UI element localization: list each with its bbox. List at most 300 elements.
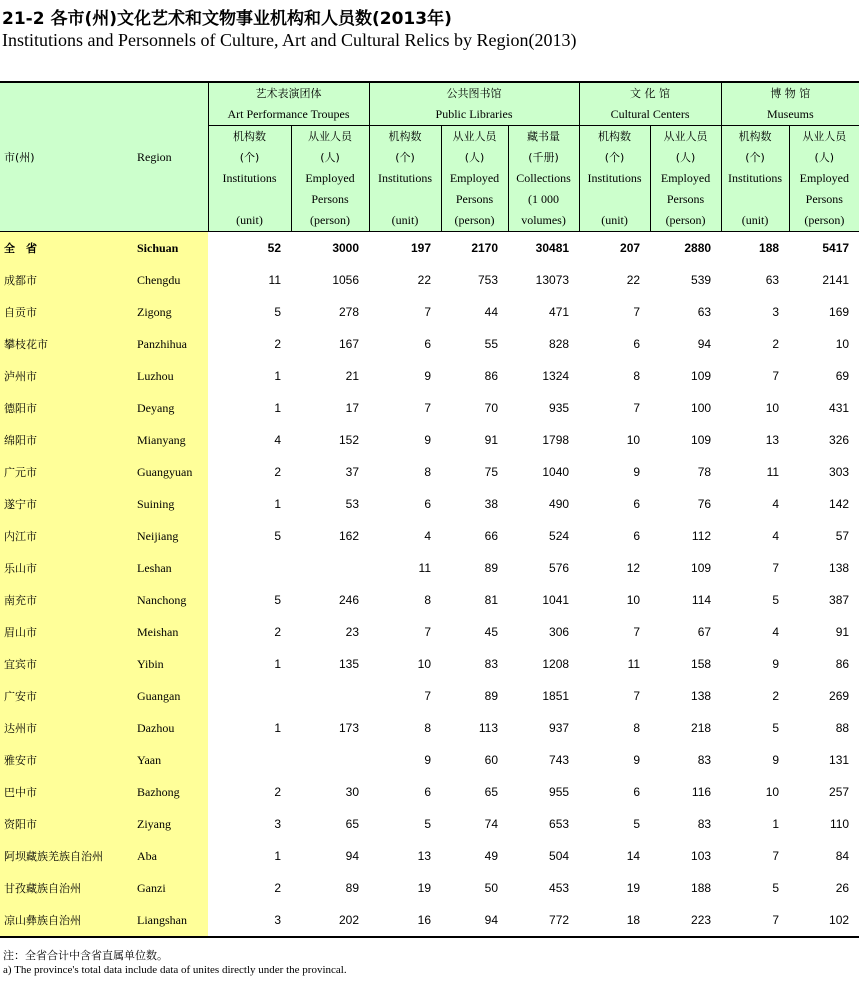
value-cell: 246 bbox=[338, 593, 360, 607]
value-cell: 86 bbox=[484, 369, 499, 383]
region-name-en: Neijiang bbox=[133, 520, 208, 552]
value-cell: 2 bbox=[772, 689, 780, 703]
table-row bbox=[0, 424, 859, 456]
value-cell: 223 bbox=[691, 913, 712, 927]
subheader-line bbox=[580, 189, 650, 210]
group-label-cn: 博 物 馆 bbox=[770, 87, 811, 100]
value-cell: 60 bbox=[484, 753, 499, 767]
value-cell: 63 bbox=[697, 305, 712, 319]
value-cell: 16 bbox=[417, 913, 432, 927]
value-cell: 109 bbox=[691, 433, 712, 447]
subheader-line: (人) bbox=[464, 151, 485, 164]
value-cell: 3 bbox=[772, 305, 780, 319]
subheader-line: (个) bbox=[745, 151, 765, 164]
subheader-line: Employed bbox=[799, 171, 849, 185]
value-cell: 1 bbox=[274, 497, 281, 511]
value-cell: 116 bbox=[691, 785, 712, 799]
value-cell: 431 bbox=[829, 401, 850, 415]
value-cell: 45 bbox=[484, 625, 499, 639]
subheader-line: (person) bbox=[665, 213, 706, 227]
table-row bbox=[0, 840, 859, 872]
value-cell: 1851 bbox=[542, 689, 570, 703]
region-name-cn: 眉山市 bbox=[0, 616, 133, 648]
region-name-cn: 广元市 bbox=[0, 456, 133, 488]
region-name-en: Leshan bbox=[133, 552, 208, 584]
value-cell: 103 bbox=[691, 849, 712, 863]
value-cell: 471 bbox=[549, 305, 570, 319]
subheader-line: (千册) bbox=[528, 151, 559, 164]
value-cell: 13073 bbox=[535, 273, 570, 287]
subheader-line: (人) bbox=[814, 151, 835, 164]
value-cell: 828 bbox=[549, 337, 570, 351]
region-name-cn: 巴中市 bbox=[0, 776, 133, 808]
subheader-line: Institutions bbox=[587, 171, 642, 185]
value-cell: 110 bbox=[829, 817, 850, 831]
value-cell: 6 bbox=[424, 497, 432, 511]
region-name-en: Sichuan bbox=[133, 232, 208, 265]
value-cell: 937 bbox=[549, 721, 570, 735]
subheader-line: (unit) bbox=[391, 213, 419, 227]
value-cell bbox=[291, 744, 369, 776]
table-row bbox=[0, 776, 859, 808]
region-name-en: Meishan bbox=[133, 616, 208, 648]
value-cell: 504 bbox=[549, 849, 570, 863]
group-label-en: Public Libraries bbox=[435, 107, 513, 121]
value-cell: 202 bbox=[338, 913, 360, 927]
region-name-en: Bazhong bbox=[133, 776, 208, 808]
value-cell: 167 bbox=[338, 337, 360, 351]
value-cell: 5 bbox=[772, 881, 780, 895]
region-name-en: Ziyang bbox=[133, 808, 208, 840]
value-cell: 23 bbox=[345, 625, 360, 639]
value-cell: 1 bbox=[274, 721, 281, 735]
value-cell: 12 bbox=[626, 561, 641, 575]
value-cell: 13 bbox=[417, 849, 432, 863]
value-cell: 76 bbox=[697, 497, 712, 511]
subheader-line: Persons bbox=[805, 192, 843, 206]
value-cell: 10 bbox=[765, 401, 780, 415]
group-label-cn: 艺术表演团体 bbox=[255, 87, 322, 100]
value-cell: 772 bbox=[549, 913, 570, 927]
value-cell: 138 bbox=[829, 561, 850, 575]
value-cell: 19 bbox=[626, 881, 641, 895]
table-row bbox=[0, 360, 859, 392]
table-row bbox=[0, 584, 859, 616]
region-name-cn: 南充市 bbox=[0, 584, 133, 616]
region-name-cn: 甘孜藏族自治州 bbox=[0, 872, 133, 904]
region-name-cn: 内江市 bbox=[0, 520, 133, 552]
header-group-cultural-centers bbox=[579, 82, 721, 126]
value-cell: 278 bbox=[338, 305, 360, 319]
value-cell: 653 bbox=[549, 817, 570, 831]
value-cell: 152 bbox=[338, 433, 360, 447]
value-cell: 7 bbox=[633, 625, 641, 639]
value-cell: 207 bbox=[579, 232, 650, 265]
value-cell: 11 bbox=[268, 273, 281, 287]
page-title-en: Institutions and Personnels of Culture, Art and Cultural Relics by Region(2013) bbox=[2, 30, 577, 50]
subheader-line: (unit) bbox=[741, 213, 769, 227]
table-row bbox=[0, 808, 859, 840]
subheader-line: 从业人员 bbox=[452, 130, 497, 143]
subheader-inst bbox=[208, 126, 291, 232]
subheader-emp bbox=[441, 126, 508, 232]
subheader-inst bbox=[369, 126, 441, 232]
value-cell: 1324 bbox=[542, 369, 570, 383]
footnote-en: a) The province's total data include data of unites directly under the provincal. bbox=[3, 964, 347, 976]
value-cell: 83 bbox=[697, 753, 712, 767]
region-name-cn: 全 省 bbox=[0, 232, 133, 265]
value-cell: 7 bbox=[424, 689, 432, 703]
group-label-cn: 公共图书馆 bbox=[446, 87, 502, 100]
region-name-en: Zigong bbox=[133, 296, 208, 328]
subheader-line: Persons bbox=[666, 192, 705, 206]
value-cell: 22 bbox=[626, 273, 641, 287]
table-row bbox=[0, 648, 859, 680]
value-cell: 37 bbox=[345, 465, 360, 479]
region-name-cn: 雅安市 bbox=[0, 744, 133, 776]
subheader-line: (人) bbox=[320, 151, 340, 164]
value-cell: 5 bbox=[274, 593, 281, 607]
region-name-cn: 阿坝藏族羌族自治州 bbox=[0, 840, 133, 872]
subheader-line bbox=[209, 189, 291, 210]
value-cell: 1208 bbox=[542, 657, 570, 671]
table-row bbox=[0, 520, 859, 552]
value-cell: 4 bbox=[772, 625, 780, 639]
value-cell: 1 bbox=[274, 401, 281, 415]
value-cell: 7 bbox=[772, 369, 780, 383]
subheader-line: volumes) bbox=[521, 213, 566, 227]
value-cell: 2880 bbox=[650, 232, 721, 265]
value-cell: 52 bbox=[208, 232, 291, 265]
region-name-en: Ganzi bbox=[133, 872, 208, 904]
subheader-line: (个) bbox=[604, 151, 625, 164]
subheader-line bbox=[722, 189, 789, 210]
subheader-line: Persons bbox=[455, 192, 494, 206]
value-cell: 2 bbox=[274, 465, 281, 479]
subheader-coll bbox=[508, 126, 579, 232]
group-label-cn: 文 化 馆 bbox=[630, 87, 671, 100]
region-name-cn: 绵阳市 bbox=[0, 424, 133, 456]
subheader-line bbox=[370, 189, 441, 210]
value-cell: 2 bbox=[274, 625, 281, 639]
subheader-line: (个) bbox=[239, 151, 260, 164]
table-row bbox=[0, 456, 859, 488]
table-row bbox=[0, 232, 859, 265]
group-label-en: Museums bbox=[766, 107, 814, 121]
table-row bbox=[0, 904, 859, 937]
value-cell: 102 bbox=[829, 913, 850, 927]
value-cell: 269 bbox=[829, 689, 850, 703]
header-city-cn: 市(州) bbox=[0, 82, 133, 232]
region-name-cn: 遂宁市 bbox=[0, 488, 133, 520]
value-cell: 7 bbox=[772, 561, 780, 575]
value-cell: 1056 bbox=[332, 273, 360, 287]
value-cell: 490 bbox=[549, 497, 570, 511]
value-cell: 114 bbox=[691, 593, 712, 607]
region-name-en: Chengdu bbox=[133, 264, 208, 296]
table-row bbox=[0, 712, 859, 744]
value-cell: 49 bbox=[484, 849, 499, 863]
value-cell: 6 bbox=[633, 337, 641, 351]
table-row bbox=[0, 328, 859, 360]
region-name-en: Panzhihua bbox=[133, 328, 208, 360]
value-cell: 2 bbox=[274, 337, 281, 351]
value-cell: 8 bbox=[424, 593, 432, 607]
value-cell: 453 bbox=[549, 881, 570, 895]
subheader-line: 机构数 bbox=[233, 130, 266, 143]
value-cell: 91 bbox=[484, 433, 499, 447]
subheader-line: 藏书量 bbox=[527, 130, 561, 143]
value-cell: 1041 bbox=[542, 593, 570, 607]
subheader-line: (人) bbox=[675, 151, 696, 164]
value-cell: 14 bbox=[626, 849, 641, 863]
value-cell: 539 bbox=[691, 273, 712, 287]
value-cell: 2 bbox=[274, 785, 281, 799]
value-cell: 10 bbox=[765, 785, 780, 799]
value-cell: 162 bbox=[338, 529, 360, 543]
value-cell: 142 bbox=[829, 497, 850, 511]
value-cell: 5 bbox=[772, 593, 780, 607]
value-cell: 7 bbox=[772, 913, 780, 927]
value-cell: 21 bbox=[345, 369, 360, 383]
subheader-line: 从业人员 bbox=[802, 130, 847, 143]
subheader-inst bbox=[579, 126, 650, 232]
value-cell: 8 bbox=[633, 721, 641, 735]
subheader-inst bbox=[721, 126, 789, 232]
value-cell: 5 bbox=[424, 817, 432, 831]
value-cell: 1 bbox=[274, 369, 281, 383]
subheader-line: 机构数 bbox=[388, 130, 422, 143]
value-cell: 11 bbox=[766, 465, 780, 479]
statistics-table bbox=[0, 81, 859, 938]
subheader-line: (person) bbox=[804, 213, 845, 227]
region-name-cn: 达州市 bbox=[0, 712, 133, 744]
value-cell: 4 bbox=[274, 433, 281, 447]
value-cell: 6 bbox=[633, 497, 641, 511]
value-cell: 7 bbox=[424, 401, 432, 415]
value-cell: 10 bbox=[626, 433, 641, 447]
value-cell: 173 bbox=[338, 721, 360, 735]
subheader-line: (unit) bbox=[601, 213, 628, 227]
subheader-line: Institutions bbox=[222, 171, 277, 185]
value-cell: 524 bbox=[549, 529, 570, 543]
subheader-line: 从业人员 bbox=[308, 130, 352, 143]
region-name-en: Aba bbox=[133, 840, 208, 872]
value-cell: 9 bbox=[633, 753, 641, 767]
value-cell: 1 bbox=[274, 849, 281, 863]
table-body bbox=[0, 232, 859, 938]
subheader-line: (unit) bbox=[236, 213, 263, 227]
value-cell: 188 bbox=[721, 232, 789, 265]
value-cell: 6 bbox=[424, 337, 432, 351]
value-cell: 113 bbox=[478, 721, 499, 735]
region-name-en: Dazhou bbox=[133, 712, 208, 744]
subheader-line: Employed bbox=[449, 171, 500, 185]
table-row bbox=[0, 392, 859, 424]
subheader-line: Institutions bbox=[378, 171, 433, 185]
value-cell: 65 bbox=[345, 817, 360, 831]
header-group-museums bbox=[721, 82, 859, 126]
value-cell bbox=[291, 680, 369, 712]
value-cell: 5 bbox=[274, 529, 281, 543]
table-row bbox=[0, 296, 859, 328]
value-cell: 3 bbox=[274, 913, 281, 927]
subheader-emp bbox=[291, 126, 369, 232]
value-cell: 4 bbox=[772, 497, 780, 511]
page-title-cn: 21-2 各市(州)文化艺术和文物事业机构和人员数(2013年) bbox=[2, 9, 452, 29]
value-cell: 955 bbox=[549, 785, 570, 799]
value-cell: 218 bbox=[691, 721, 712, 735]
value-cell: 74 bbox=[484, 817, 499, 831]
header-group-public-libraries bbox=[369, 82, 579, 126]
value-cell: 7 bbox=[424, 305, 432, 319]
region-name-cn: 乐山市 bbox=[0, 552, 133, 584]
region-name-en: Yibin bbox=[133, 648, 208, 680]
region-name-en: Mianyang bbox=[133, 424, 208, 456]
value-cell: 3 bbox=[274, 817, 281, 831]
value-cell: 5417 bbox=[789, 232, 859, 265]
value-cell: 11 bbox=[418, 561, 432, 575]
region-name-en: Luzhou bbox=[133, 360, 208, 392]
region-name-cn: 资阳市 bbox=[0, 808, 133, 840]
subheader-line: Institutions bbox=[728, 171, 783, 185]
value-cell: 1040 bbox=[542, 465, 570, 479]
value-cell: 66 bbox=[484, 529, 499, 543]
value-cell: 69 bbox=[835, 369, 850, 383]
value-cell: 10 bbox=[417, 657, 432, 671]
value-cell: 38 bbox=[484, 497, 499, 511]
value-cell: 158 bbox=[691, 657, 712, 671]
value-cell: 53 bbox=[345, 497, 360, 511]
value-cell: 135 bbox=[338, 657, 360, 671]
value-cell: 5 bbox=[772, 721, 780, 735]
value-cell: 89 bbox=[484, 689, 499, 703]
value-cell: 63 bbox=[765, 273, 780, 287]
value-cell: 1 bbox=[772, 817, 780, 831]
subheader-line: 机构数 bbox=[598, 130, 632, 143]
value-cell bbox=[208, 744, 291, 776]
value-cell: 26 bbox=[835, 881, 850, 895]
region-name-en: Guangan bbox=[133, 680, 208, 712]
group-label-en: Art Performance Troupes bbox=[227, 107, 350, 121]
subheader-line: (1 000 bbox=[528, 192, 560, 206]
value-cell: 188 bbox=[691, 881, 712, 895]
value-cell: 57 bbox=[835, 529, 850, 543]
value-cell: 30481 bbox=[508, 232, 579, 265]
value-cell: 9 bbox=[772, 657, 780, 671]
value-cell: 7 bbox=[633, 401, 641, 415]
value-cell: 30 bbox=[345, 785, 360, 799]
value-cell: 6 bbox=[633, 785, 641, 799]
value-cell: 100 bbox=[691, 401, 712, 415]
value-cell: 88 bbox=[835, 721, 850, 735]
value-cell: 576 bbox=[549, 561, 570, 575]
value-cell: 138 bbox=[691, 689, 712, 703]
table-row bbox=[0, 488, 859, 520]
value-cell: 22 bbox=[417, 273, 432, 287]
value-cell: 5 bbox=[274, 305, 281, 319]
region-name-cn: 泸州市 bbox=[0, 360, 133, 392]
value-cell: 70 bbox=[484, 401, 499, 415]
region-name-en: Suining bbox=[133, 488, 208, 520]
region-name-en: Nanchong bbox=[133, 584, 208, 616]
value-cell: 9 bbox=[633, 465, 641, 479]
value-cell bbox=[208, 552, 291, 584]
subheader-line: Collections bbox=[516, 171, 571, 185]
value-cell: 9 bbox=[424, 753, 432, 767]
value-cell: 91 bbox=[835, 625, 850, 639]
region-name-en: Liangshan bbox=[133, 904, 208, 937]
value-cell: 67 bbox=[697, 625, 712, 639]
header-region-en: Region bbox=[133, 82, 208, 232]
value-cell: 7 bbox=[424, 625, 432, 639]
value-cell: 4 bbox=[772, 529, 780, 543]
table-row bbox=[0, 744, 859, 776]
value-cell: 935 bbox=[549, 401, 570, 415]
value-cell: 10 bbox=[835, 337, 850, 351]
value-cell: 1798 bbox=[542, 433, 570, 447]
value-cell: 8 bbox=[424, 465, 432, 479]
table-row bbox=[0, 680, 859, 712]
value-cell: 94 bbox=[697, 337, 712, 351]
value-cell: 9 bbox=[424, 433, 432, 447]
value-cell: 109 bbox=[691, 369, 712, 383]
region-name-cn: 广安市 bbox=[0, 680, 133, 712]
value-cell: 2141 bbox=[822, 273, 850, 287]
value-cell: 94 bbox=[484, 913, 499, 927]
value-cell: 743 bbox=[549, 753, 570, 767]
value-cell bbox=[208, 680, 291, 712]
subheader-line: 机构数 bbox=[738, 130, 772, 143]
value-cell: 78 bbox=[697, 465, 712, 479]
table-row bbox=[0, 552, 859, 584]
region-name-cn: 成都市 bbox=[0, 264, 133, 296]
value-cell: 83 bbox=[697, 817, 712, 831]
value-cell: 6 bbox=[633, 529, 641, 543]
region-name-cn: 宜宾市 bbox=[0, 648, 133, 680]
value-cell: 7 bbox=[772, 849, 780, 863]
value-cell: 197 bbox=[369, 232, 441, 265]
value-cell: 89 bbox=[345, 881, 360, 895]
value-cell: 75 bbox=[484, 465, 499, 479]
value-cell: 94 bbox=[345, 849, 360, 863]
value-cell: 326 bbox=[829, 433, 850, 447]
value-cell: 8 bbox=[633, 369, 641, 383]
value-cell: 65 bbox=[484, 785, 499, 799]
value-cell: 10 bbox=[626, 593, 641, 607]
value-cell: 8 bbox=[424, 721, 432, 735]
subheader-line: Employed bbox=[305, 171, 355, 185]
table-row bbox=[0, 264, 859, 296]
value-cell: 169 bbox=[829, 305, 850, 319]
table-row bbox=[0, 616, 859, 648]
header-group-art-troupes bbox=[208, 82, 369, 126]
value-cell: 303 bbox=[829, 465, 850, 479]
group-label-en: Cultural Centers bbox=[610, 107, 690, 121]
value-cell: 50 bbox=[484, 881, 499, 895]
value-cell: 2 bbox=[772, 337, 780, 351]
value-cell: 89 bbox=[484, 561, 499, 575]
value-cell: 19 bbox=[417, 881, 432, 895]
value-cell: 44 bbox=[484, 305, 499, 319]
subheader-line: 从业人员 bbox=[663, 130, 708, 143]
value-cell: 13 bbox=[765, 433, 780, 447]
value-cell: 83 bbox=[484, 657, 499, 671]
table-row bbox=[0, 872, 859, 904]
value-cell: 6 bbox=[424, 785, 432, 799]
subheader-line: (个) bbox=[395, 151, 415, 164]
region-name-cn: 德阳市 bbox=[0, 392, 133, 424]
